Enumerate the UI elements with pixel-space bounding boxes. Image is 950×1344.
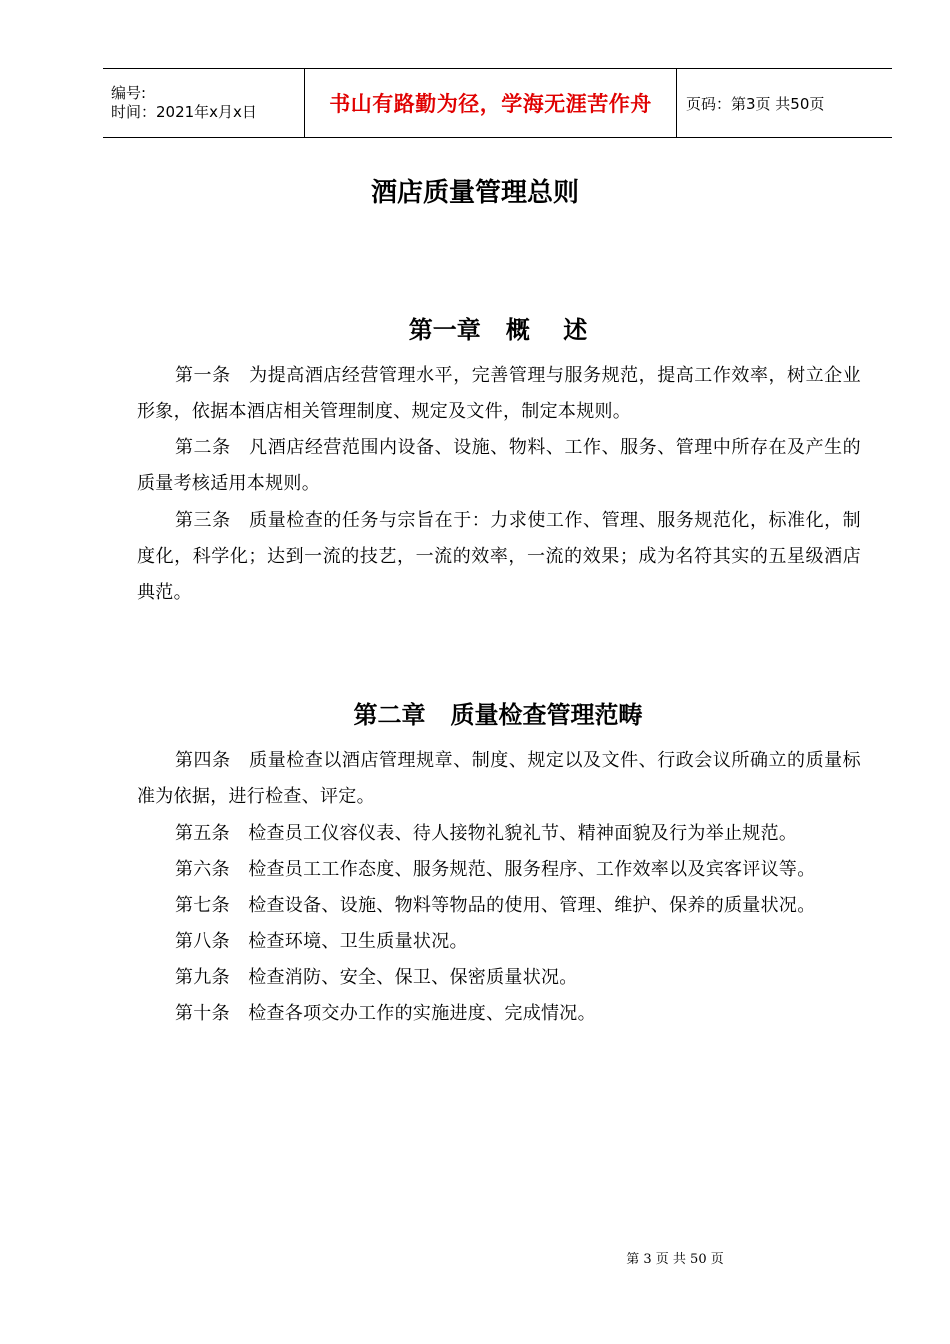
header-meta [103, 69, 304, 137]
article-3: 第三条 质量检查的任务与宗旨在于：力求使工作、管理、服务规范化，标准化，制度化，科学化；达到一流的技艺，一流的效率，一流的效果；成为名符其实的五星级酒店典范。 [137, 510, 861, 603]
document-date: 时间：2021年x月x日 [111, 103, 257, 121]
article-4: 第四条 质量检查以酒店管理规章、制度、规定以及文件、行政会议所确立的质量标准为依据，进行检查、评定。 [137, 750, 861, 807]
header-motto: 书山有路勤为径，学海无涯苦作舟 [329, 91, 652, 116]
chapter-heading: 第一章 概 述 [408, 315, 588, 344]
article-1: 第一条 为提高酒店经营管理水平，完善管理与服务规范，提高工作效率，树立企业形象，依据本酒店相关管理制度、规定及文件，制定本规则。 [137, 365, 861, 422]
article-2: 第二条 凡酒店经营范围内设备、设施、物料、工作、服务、管理中所存在及产生的质量考核适用本规则。 [137, 437, 861, 494]
chapter-heading: 第二章 质量检查管理范畴 [353, 700, 643, 729]
document-title: 酒店质量管理总则 [370, 178, 579, 208]
article-8: 第八条 检查环境、卫生质量状况。 [175, 931, 468, 952]
article-10: 第十条 检查各项交办工作的实施进度、完成情况。 [175, 1003, 596, 1024]
article-9: 第九条 检查消防、安全、保卫、保密质量状况。 [175, 967, 578, 988]
header-motto-cell [304, 69, 677, 137]
header-page-info: 页码：第3页 共50页 [686, 94, 825, 113]
page-header [103, 68, 892, 138]
article-5: 第五条 检查员工仪容仪表、待人接物礼貌礼节、精神面貌及行为举止规范。 [175, 823, 798, 844]
article-6: 第六条 检查员工工作态度、服务规范、服务程序、工作效率以及宾客评议等。 [175, 859, 816, 880]
document-number-label: 编号: [111, 84, 147, 102]
article-7: 第七条 检查设备、设施、物料等物品的使用、管理、维护、保养的质量状况。 [175, 895, 816, 916]
page-footer: 第 3 页 共 50 页 [626, 1252, 724, 1267]
